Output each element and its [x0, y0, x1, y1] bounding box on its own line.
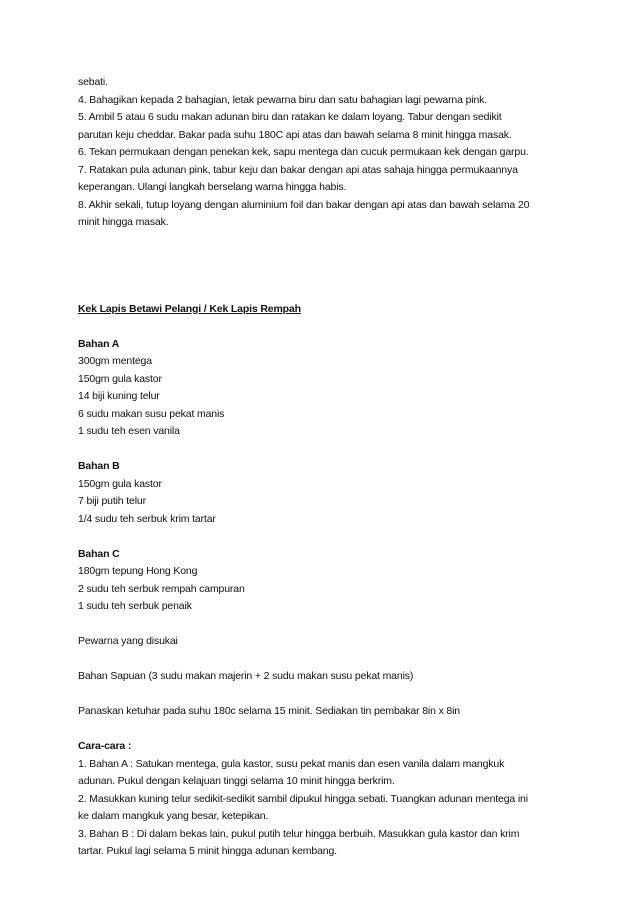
text-line: 8. Akhir sekali, tutup loyang dengan aluminium foil dan bakar dengan api atas dan bawah selama 20	[78, 198, 530, 211]
text-line: 6. Tekan permukaan dengan penekan kek, sapu mentega dan cucuk permukaan kek dengan garpu.	[78, 146, 529, 158]
step-line: 2. Masukkan kuning telur sedikit-sedikit sambil dipukul hingga sebati. Tuangkan adunan mentega ini	[78, 792, 528, 805]
ingredient-item: 7 biji putih telur	[78, 495, 146, 507]
text-line: parutan keju cheddar. Bakar pada suhu 180C api atas dan bawah selama 8 minit hingga masak.	[78, 128, 512, 141]
text-line: 5. Ambil 5 atau 6 sudu makan adunan biru dan ratakan ke dalam loyang. Tabur dengan sedikit	[78, 111, 502, 123]
ingredient-item: 1/4 sudu teh serbuk krim tartar	[78, 512, 216, 525]
step-line: tartar. Pukul lagi selama 5 minit hingga adunan kembang.	[78, 845, 337, 857]
step-line: 1. Bahan A : Satukan mentega, gula kastor, susu pekat manis dan esen vanila dalam mangkuk	[78, 757, 505, 770]
ingredient-item: 1 sudu teh esen vanila	[78, 425, 180, 437]
section-heading-bahan-c: Bahan C	[78, 547, 120, 560]
section-heading-bahan-b: Bahan B	[78, 460, 120, 472]
section-heading-cara: Cara-cara :	[78, 740, 132, 752]
spacer	[78, 616, 566, 634]
text-line: 4. Bahagikan kepada 2 bahagian, letak pewarna biru dan satu bahagian lagi pewarna pink.	[78, 93, 488, 106]
spacer	[78, 232, 566, 301]
spacer	[78, 528, 566, 546]
ingredient-item: 150gm gula kastor	[78, 477, 162, 490]
spacer	[78, 318, 566, 336]
spacer	[78, 441, 566, 459]
ingredient-item: 150gm gula kastor	[78, 372, 162, 385]
spacer	[78, 651, 566, 669]
ingredient-item: 2 sudu teh serbuk rempah campuran	[78, 582, 245, 595]
text-line: 7. Ratakan pula adunan pink, tabur keju dan bakar dengan api atas sahaja hingga permukaannya	[78, 163, 518, 176]
ingredient-item: 300gm mentega	[78, 355, 152, 367]
recipe-title: Kek Lapis Betawi Pelangi / Kek Lapis Rempah	[78, 302, 301, 315]
preheat-note: Panaskan ketuhar pada suhu 180c selama 15 minit. Sediakan tin pembakar 8in x 8in	[78, 705, 460, 717]
spacer	[78, 721, 566, 739]
text-line: minit hingga masak.	[78, 216, 169, 228]
ingredient-item: 6 sudu makan susu pekat manis	[78, 407, 225, 420]
coloring-note: Pewarna yang disukai	[78, 635, 178, 647]
text-line: sebati.	[78, 76, 108, 88]
step-line: ke dalam mangkuk yang besar, ketepikan.	[78, 810, 269, 822]
step-line: 3. Bahan B : Di dalam bekas lain, pukul putih telur hingga berbuih. Masukkan gula kastor dan krim	[78, 827, 520, 840]
ingredient-item: 1 sudu teh serbuk penaik	[78, 600, 192, 612]
ingredient-item: 14 biji kuning telur	[78, 390, 160, 402]
document-page	[78, 74, 566, 861]
section-heading-bahan-a: Bahan A	[78, 337, 120, 350]
step-line: adunan. Pukul dengan kelajuan tinggi selama 10 minit hingga berkrim.	[78, 775, 395, 787]
spacer	[78, 686, 566, 704]
ingredient-item: 180gm tepung Hong Kong	[78, 565, 198, 577]
glaze-note: Bahan Sapuan (3 sudu makan majerin + 2 sudu makan susu pekat manis)	[78, 670, 414, 682]
text-line: keperangan. Ulangi langkah berselang warna hingga habis.	[78, 181, 347, 193]
